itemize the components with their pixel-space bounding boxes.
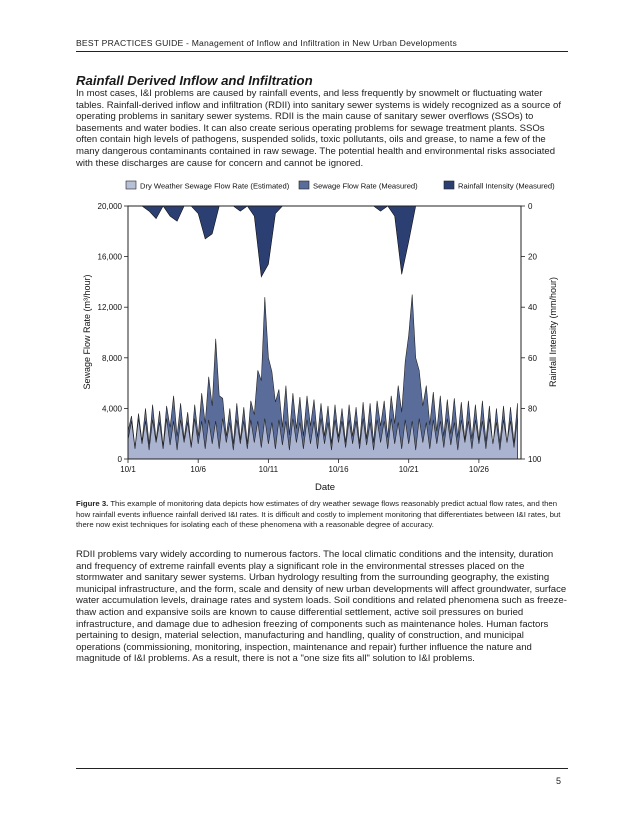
legend-label: Rainfall Intensity (Measured): [458, 181, 555, 191]
figure-caption: [76, 499, 568, 531]
figure-label: Figure 3.: [76, 499, 109, 508]
x-axis: [120, 459, 489, 474]
left-tick-label: 20,000: [97, 202, 122, 211]
x-tick-label: 10/6: [190, 465, 206, 474]
legend-label: Sewage Flow Rate (Measured): [313, 181, 418, 191]
left-tick-label: 0: [117, 455, 122, 464]
x-tick-label: 10/21: [398, 465, 419, 474]
left-tick-label: 4,000: [101, 404, 122, 414]
x-axis-title: Date: [314, 482, 336, 493]
x-tick-label: 10/26: [468, 465, 489, 474]
figure-caption-text: This example of monitoring data depicts how estimates of dry weather sewage flows reasonably predict actual flow rates, and then how rainfall events influence rainfall derived I&I rates. It is difficult and costly to implement monitoring that differentiates between I&I rates, but there now exist techniques for isolating each of these phenomena with a reasonable degree of accuracy.: [76, 499, 561, 530]
page-number: 5: [556, 776, 562, 786]
right-tick-label: 40: [528, 303, 537, 313]
x-tick-label: 10/16: [328, 465, 349, 474]
right-tick-label: 100: [528, 455, 542, 464]
plot-area: [128, 206, 518, 459]
y-axis-title: Sewage Flow Rate (m³/hour): [82, 274, 92, 390]
legend-label: Dry Weather Sewage Flow Rate (Estimated): [140, 181, 290, 191]
left-tick-label: 16,000: [97, 252, 122, 262]
chart-legend: [126, 181, 555, 191]
right-tick-label: 20: [528, 252, 537, 262]
left-tick-label: 12,000: [97, 303, 122, 313]
body-paragraph: RDII problems vary widely according to numerous factors. The local climatic conditions and the intensity, duration and frequency of extreme rainfall events play a significant role in the environmental stresses placed on the stormwater and sanitary sewer systems. Urban hydrology resulting from the surrounding geography, the existing municipal infrastructure, and the form, scale and density of new urban developments will affect groundwater, surface water accumulation levels, drainage rates and system loads. Soil conditions and related phenomena such as freeze-thaw action and expansive soils are known to cause differential settlement, active soil pressures on buried infrastructure, and damage due to adhesion freezing of components such as maintenance holes. Human factors pertaining to design, material selection, manufacturing and handling, quality of construction, and municipal operations (commissioning, monitoring, inspection, maintenance and repair) further influence the nature and magnitude of I&I problems. As a result, there is not a "one size fits all" solution to I&I problems.: [76, 549, 567, 665]
series-area-rainfall: [128, 206, 514, 277]
right-tick-label: 80: [528, 404, 537, 414]
section-title: Rainfall Derived Inflow and Infiltration: [76, 73, 313, 88]
intro-paragraph: In most cases, I&I problems are caused by rainfall events, and less frequently by snowmelt or fluctuating water tables. Rainfall-derived inflow and infiltration (RDII) into sanitary sewer systems is widely recognized as a source of operating problems in sanitary sewer systems. RDII is the main cause of sanitary sewer overflows (SSOs) to basements and water bodies. It can also create serious operating problems for sewage treatment plants. SSOs often contain high levels of pathogens, suspended solids, toxic pollutants, oils and grease, to name a few of the many dangerous contaminants contained in raw sewage. The potential health and environmental risks associated with these discharges are cause for concern and cannot be ignored.: [76, 88, 561, 169]
footer-rule: [76, 768, 568, 769]
y2-axis-title: Rainfall Intensity (mm/hour): [548, 276, 558, 388]
right-tick-label: 0: [528, 202, 533, 211]
legend-swatch: [299, 181, 309, 189]
legend-swatch: [126, 181, 136, 189]
rdii-chart: [0, 174, 638, 504]
x-tick-label: 10/11: [258, 465, 279, 474]
right-axis: [521, 202, 542, 464]
x-tick-label: 10/1: [120, 465, 136, 474]
right-tick-label: 60: [528, 353, 537, 363]
left-axis: [98, 202, 128, 464]
legend-swatch: [444, 181, 454, 189]
header-rule: [76, 51, 568, 52]
running-header: BEST PRACTICES GUIDE - Management of Inflow and Infiltration in New Urban Developments: [76, 38, 457, 48]
left-tick-label: 8,000: [101, 353, 122, 363]
